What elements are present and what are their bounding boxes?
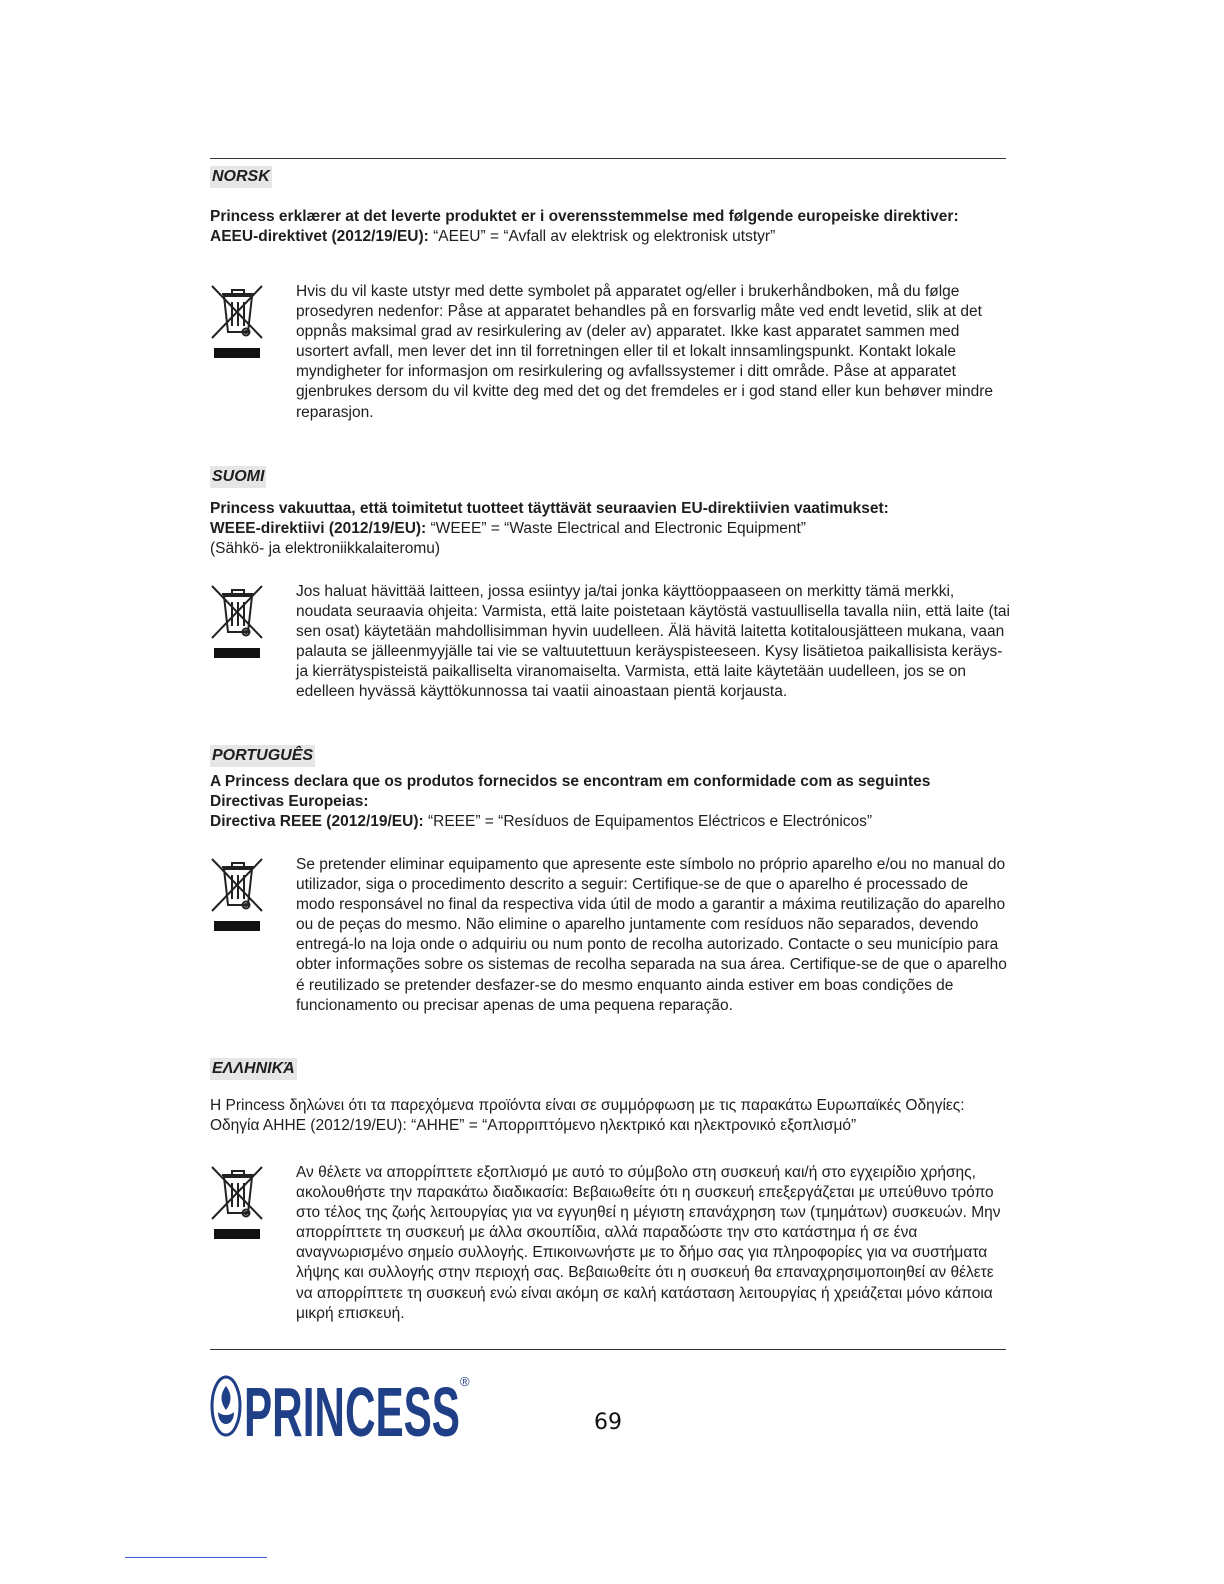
- disposal-text: Αν θέλετε να απορρίπτετε εξοπλισμό με αυτό το σύμβολο στη συσκευή και/ή στο εγχειρίδιο χρήσης, ακολουθήστε την παρακάτω διαδικασία: Βεβαιωθείτε ότι η συσκευή επεξεργάζεται με υπεύθυνο τρόπο στο τέλος της ζωής λειτουργίας για να εγγυηθεί η μέγιστη επανάχρηση των (τμημάτων) συσκευών. Μην απορρίπτετε τη συσκευή με άλλα σκουπίδια, αλλά παραδώστε την στο κατάστημα ή σε ένα αναγνωρισμένο σημείο συλλογής. Επικοινωνήστε με το δήμο σας για πληροφορίες για να συστήματα λήψης και συλλογής στην περιοχή σας. Βεβαιωθείτε ότι η συσκευή θα επαναχρησιμοποιηθεί αν θέλετε να απορρίπτετε τη συσκευή ενώ είναι ακόμη σε καλή κατάσταση λειτουργίας ή χρειάζεται μόνο κάποια μικρή επισκευή.: [296, 1164, 1001, 1322]
- weee-crossed-bin-icon: [210, 582, 266, 660]
- section-portugues: [210, 745, 1010, 1014]
- top-rule: [210, 158, 1006, 159]
- declaration: [210, 772, 970, 832]
- page-number: 69: [594, 1410, 622, 1435]
- section-norsk: [210, 166, 1010, 421]
- directive-label: WEEE-direktiivi (2012/19/EU):: [210, 520, 427, 537]
- declaration-line: A Princess declara que os produtos fornecidos se encontram em conformidade com as seguintes Directivas Europeias:: [210, 773, 931, 810]
- section-heading: SUOMI: [210, 466, 266, 488]
- directive-label: AEEU-direktivet (2012/19/EU):: [210, 228, 429, 245]
- disposal-text: Se pretender eliminar equipamento que apresente este símbolo no próprio aparelho e/ou no manual do utilizador, siga o procedimento descrito a seguir: Certifique-se de que o aparelho é processado de modo responsável no final da respectiva vida útil de modo a garantir a máxima reutilização do aparelho ou de peças do mesmo. Não elimine o aparelho juntamente com resíduos não separados, devendo entregá-lo na loja onde o adquiriu ou num ponto de recolha autorizado. Contacte o seu município para obter informações sobre os sistemas de recolha separada na sua área. Certifique-se de que o aparelho é reutilizado se pretender desfazer-se do mesmo enquanto ainda estiver em boas condições de funcionamento ou precisar apenas de uma pequena reparação.: [296, 856, 1007, 1014]
- declaration-line: Η Princess δηλώνει ότι τα παρεχόμενα προϊόντα είναι σε συμμόρφωση με τις παρακάτω Ευρωπαϊκές Οδηγίες:: [210, 1097, 965, 1114]
- princess-logo: [210, 1372, 480, 1442]
- section-heading: PORTUGUÊS: [210, 745, 315, 767]
- section-suomi: [210, 466, 1010, 701]
- directive-extra: (Sähkö- ja elektroniikkalaiteromu): [210, 540, 441, 557]
- declaration: [210, 499, 1010, 559]
- section-greek: [210, 1058, 1010, 1322]
- footer-link-underline: [125, 1557, 267, 1558]
- weee-crossed-bin-icon: [210, 855, 266, 933]
- section-heading: ΕΛΛΗΝΙΚΆ: [210, 1058, 297, 1080]
- weee-crossed-bin-icon: [210, 282, 266, 360]
- declaration: [210, 207, 1010, 247]
- weee-crossed-bin-icon: [210, 1163, 266, 1241]
- princess-crown-logo: [212, 1377, 240, 1435]
- directive-label: Directiva REEE (2012/19/EU):: [210, 813, 424, 830]
- section-heading: NORSK: [210, 166, 272, 188]
- directive-text: “AEEU” = “Avfall av elektrisk og elektronisk utstyr”: [428, 228, 776, 245]
- directive-text: Οδηγία ΑΗΗΕ (2012/19/EU): “ΑΗΗΕ” = “Απορριπτόμενο ηλεκτρικό και ηλεκτρονικό εξοπλισμό”: [210, 1117, 857, 1134]
- brand-wordmark: PRINCESS: [244, 1373, 460, 1442]
- declaration-line: Princess vakuuttaa, että toimitetut tuotteet täyttävät seuraavien EU-direktiivien vaatimukset:: [210, 500, 889, 517]
- declaration-line: Princess erklærer at det leverte produktet er i overensstemmelse med følgende europeiske direktiver:: [210, 208, 959, 225]
- directive-text: “REEE” = “Resíduos de Equipamentos Eléctricos e Electrónicos”: [423, 813, 873, 830]
- bottom-rule: [210, 1349, 1006, 1350]
- directive-text: “WEEE” = “Waste Electrical and Electronic Equipment”: [426, 520, 806, 537]
- disposal-text: Hvis du vil kaste utstyr med dette symbolet på apparatet og/eller i brukerhåndboken, må du følge prosedyren nedenfor: Påse at apparatet behandles på en forsvarlig måte ved endt levetid, slik at det oppnås maksimal grad av resirkulering av (deler av) apparatet. Ikke kast apparatet sammen med usortert avfall, men lever det inn til forretningen eller til et lokalt innsamlingspunkt. Kontakt lokale myndigheter for informasjon om resirkulering og avfallssystemer i ditt område. Påse at apparatet gjenbrukes dersom du vil kvitte deg med det og det fremdeles er i god stand eller kun behøver mindre reparasjon.: [296, 283, 994, 421]
- registered-mark: ®: [460, 1374, 470, 1389]
- disposal-text: Jos haluat hävittää laitteen, jossa esiintyy ja/tai jonka käyttöoppaaseen on merkitty tämä merkki, noudata seuraavia ohjeita: Varmista, että laite poistetaan käytöstä vastuullisella tavalla niin, että laite (tai sen osat) käytetään mahdollisimman hyvin uudelleen. Älä hävitä laitetta kotitalousjätteen mukana, vaan palauta se jälleenmyyjälle tai vie se valtuutettuun keräyspisteeseen. Kysy lisätietoa paikallisista keräys- ja kierrätyspisteistä paikalliselta viranomaiselta. Varmista, että laite käytetään uudelleen, jos se on edelleen hyvässä käyttökunnossa tai vaatii ainoastaan pientä korjausta.: [296, 583, 1010, 701]
- declaration: [210, 1096, 1010, 1136]
